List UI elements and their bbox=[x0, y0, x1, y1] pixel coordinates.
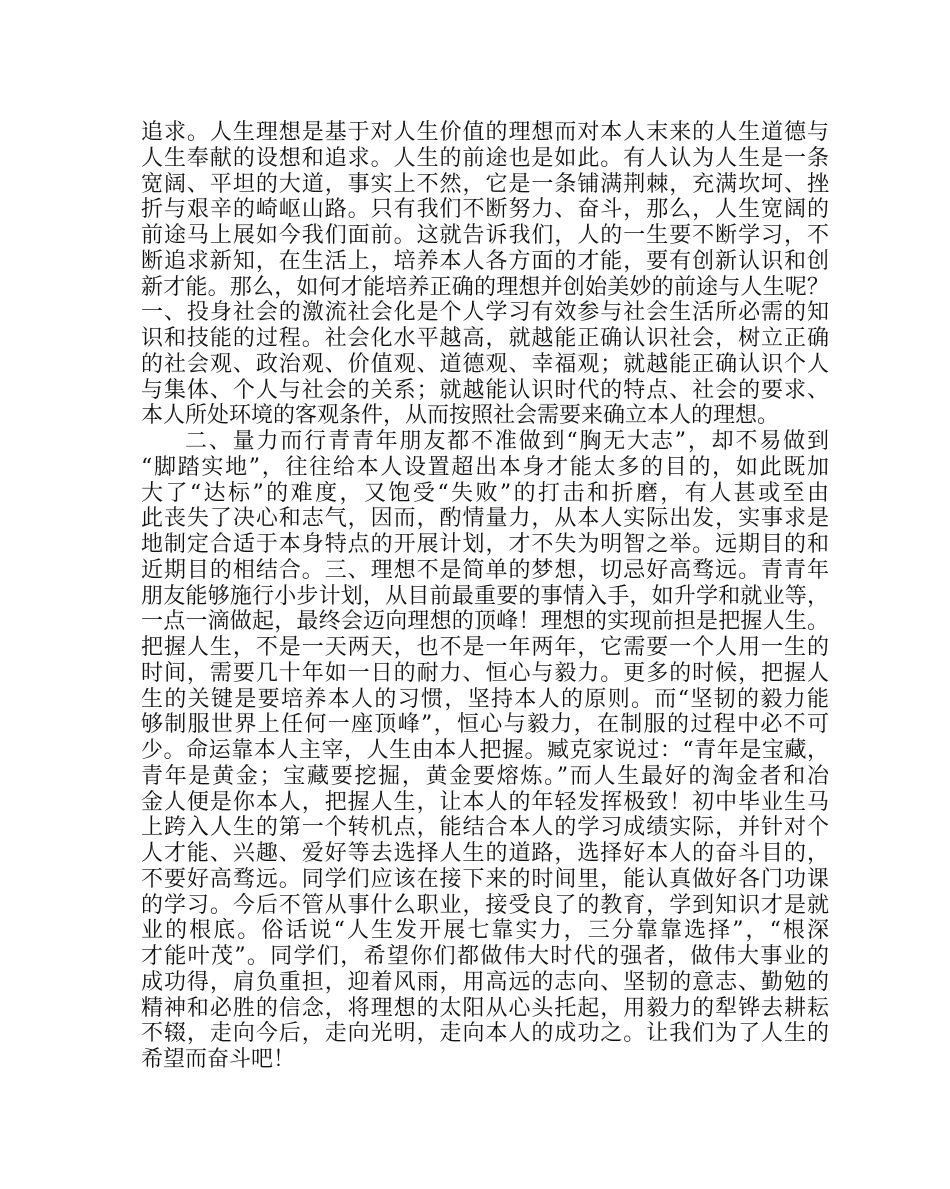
text-line: 的社会观、政治观、价值观、道德观、幸福观；就越能正确认识个人 bbox=[141, 351, 829, 377]
document-body-text bbox=[141, 120, 829, 1073]
text-line: 成功得，肩负重担，迎着风雨，用高远的志向、坚韧的意志、勤勉的 bbox=[141, 969, 829, 995]
text-line: 青年是黄金；宝藏要挖掘，黄金要熔炼。”而人生最好的淘金者和冶 bbox=[141, 763, 829, 789]
text-line: 前途马上展如今我们面前。这就告诉我们，人的一生要不断学习，不 bbox=[141, 223, 829, 248]
text-line: 金人便是你本人，把握人生，让本人的年轻发挥极致！初中毕业生马 bbox=[141, 789, 829, 815]
text-line: 希望而奋斗吧！ bbox=[141, 1047, 296, 1072]
text-line: 地制定合适于本身特点的开展计划，才不失为明智之举。远期目的和 bbox=[141, 532, 829, 557]
text-line: 此丧失了决心和志气，因而，酌情量力，从本人实际出发，实事求是 bbox=[141, 506, 829, 532]
text-line: 生的关键是要培养本人的习惯，坚持本人的原则。而“坚韧的毅力能 bbox=[141, 686, 829, 712]
text-line: 把握人生，不是一天两天，也不是一年两年，它需要一个人用一生的 bbox=[141, 635, 829, 660]
text-line: 一点一滴做起，最终会迈向理想的顶峰！理想的实现前担是把握人生。 bbox=[141, 609, 829, 635]
text-line: 上跨入人生的第一个转机点，能结合本人的学习成绩实际，并针对个 bbox=[141, 815, 829, 841]
text-line: 与集体、个人与社会的关系；就越能认识时代的特点、社会的要求、 bbox=[141, 377, 829, 403]
text-line: 时间，需要几十年如一日的耐力、恒心与毅力。更多的时候，把握人 bbox=[141, 660, 829, 686]
text-line: 才能叶茂”。同学们，希望你们都做伟大时代的强者，做伟大事业的 bbox=[141, 944, 829, 969]
text-line: 的学习。今后不管从事什么职业，接受良了的教育，学到知识才是就 bbox=[141, 892, 829, 918]
text-line: 宽阔、平坦的大道，事实上不然，它是一条铺满荆棘，充满坎坷、挫 bbox=[141, 171, 829, 197]
text-line: 够制服世界上任何一座顶峰”，恒心与毅力，在制服的过程中必不可 bbox=[141, 712, 829, 738]
text-line: 折与艰辛的崎岖山路。只有我们不断努力、奋斗，那么，人生宽阔的 bbox=[141, 197, 829, 223]
text-line: 追求。人生理想是基于对人生价值的理想而对本人末来的人生道德与 bbox=[141, 120, 829, 145]
text-line: 人才能、兴趣、爱好等去选择人生的道路，选择好本人的奋斗目的， bbox=[141, 841, 829, 866]
text-line: 断追求新知，在生活上，培养本人各方面的才能，要有创新认识和创 bbox=[141, 248, 829, 274]
text-line: 近期目的相结合。三、理想不是简单的梦想，切忌好高骛远。青青年 bbox=[141, 557, 829, 583]
text-line: 本人所处环境的客观条件，从而按照社会需要来确立本人的理想。 bbox=[141, 403, 780, 429]
text-line: “脚踏实地”，往往给本人设置超出本身才能太多的目的，如此既加 bbox=[141, 454, 829, 480]
text-line: 不要好高骛远。同学们应该在接下来的时间里，能认真做好各门功课 bbox=[141, 866, 829, 892]
text-line: 朋友能够施行小步计划，从目前最重要的事情入手，如升学和就业等， bbox=[141, 583, 829, 609]
text-line: 识和技能的过程。社会化水平越高，就越能正确认识社会，树立正确 bbox=[141, 326, 829, 351]
text-line: 不辍，走向今后，走向光明，走向本人的成功之。让我们为了人生的 bbox=[141, 1021, 829, 1047]
text-line: 新才能。那么，如何才能培养正确的理想并创始美妙的前途与人生呢？ bbox=[141, 274, 829, 300]
paragraph-first-line: 二、量力而行青青年朋友都不准做到“胸无大志”，却不易做到 bbox=[185, 429, 829, 454]
text-line: 少。命运靠本人主宰，人生由本人把握。臧克家说过：“青年是宝藏， bbox=[141, 738, 829, 763]
text-line: 一、投身社会的激流社会化是个人学习有效参与社会生活所必需的知 bbox=[141, 300, 829, 326]
text-line: 业的根底。俗话说“人生发开展七靠实力，三分靠靠选择”，“根深 bbox=[141, 918, 829, 944]
text-line: 大了“达标”的难度，又饱受“失败”的打击和折磨，有人甚或至由 bbox=[141, 480, 829, 506]
text-line: 精神和必胜的信念，将理想的太阳从心头托起，用毅力的犁铧去耕耘 bbox=[141, 995, 829, 1021]
text-line: 人生奉献的设想和追求。人生的前途也是如此。有人认为人生是一条 bbox=[141, 145, 829, 171]
